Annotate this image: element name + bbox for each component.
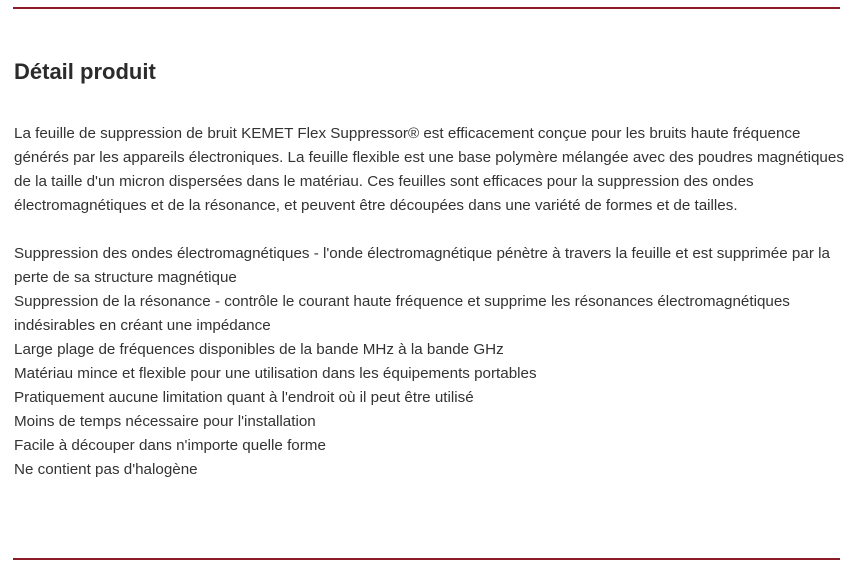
- feature-item: Facile à découper dans n'importe quelle forme: [14, 437, 326, 454]
- section-title: Détail produit: [14, 59, 156, 84]
- feature-item: Large plage de fréquences disponibles de la bande MHz à la bande GHz: [14, 341, 504, 358]
- top-divider: [13, 7, 840, 9]
- bottom-divider: [13, 558, 840, 560]
- feature-item: Pratiquement aucune limitation quant à l'endroit où il peut être utilisé: [14, 389, 474, 406]
- feature-item: Suppression des ondes électromagnétiques - l'onde électromagnétique pénètre à travers la feuille et est supprimée par la perte de sa structure magnétique: [14, 245, 830, 286]
- product-description: La feuille de suppression de bruit KEMET Flex Suppressor® est efficacement conçue pour les bruits haute fréquence générés par les appareils électroniques. La feuille flexible est une base polymère mélangée avec des poudres magnétiques de la taille d'un micron dispersées dans le matériau. Ces feuilles sont efficaces pour la suppression des ondes électromagnétiques et de la résonance, et peuvent être découpées dans une variété de formes et de tailles.: [14, 125, 844, 214]
- feature-item: Matériau mince et flexible pour une utilisation dans les équipements portables: [14, 365, 537, 382]
- feature-list: [14, 242, 844, 482]
- feature-item: Ne contient pas d'halogène: [14, 461, 198, 478]
- feature-item: Moins de temps nécessaire pour l'installation: [14, 413, 316, 430]
- product-detail-section: [14, 56, 844, 482]
- feature-item: Suppression de la résonance - contrôle le courant haute fréquence et supprime les résonances électromagnétiques indésirables en créant une impédance: [14, 293, 790, 334]
